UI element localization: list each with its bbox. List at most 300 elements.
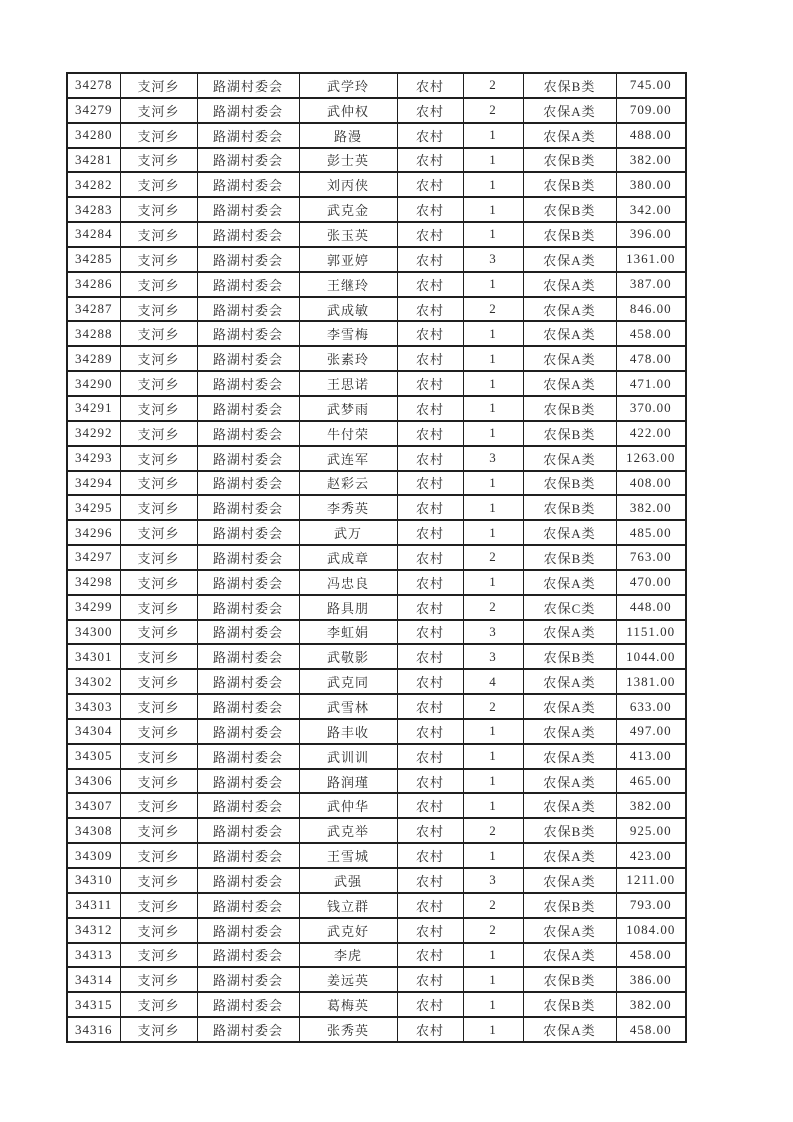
cell-id: 34286 [67,272,120,297]
table-row [67,297,686,322]
cell-village: 路湖村委会 [197,620,299,645]
cell-name: 武连军 [299,446,397,471]
cell-township: 支河乡 [120,992,197,1017]
cell-insurance_type: 农保B类 [523,73,616,98]
cell-person_count: 4 [463,669,523,694]
cell-residence_type: 农村 [397,495,463,520]
table-row [67,545,686,570]
cell-township: 支河乡 [120,694,197,719]
table-row [67,371,686,396]
cell-village: 路湖村委会 [197,868,299,893]
cell-name: 王思诺 [299,371,397,396]
cell-residence_type: 农村 [397,98,463,123]
cell-village: 路湖村委会 [197,247,299,272]
roster-body [67,73,686,1042]
cell-residence_type: 农村 [397,570,463,595]
table-row [67,644,686,669]
table-row [67,868,686,893]
cell-insurance_type: 农保A类 [523,371,616,396]
cell-id: 34290 [67,371,120,396]
cell-amount: 1381.00 [616,669,686,694]
cell-person_count: 1 [463,967,523,992]
cell-name: 钱立群 [299,893,397,918]
cell-village: 路湖村委会 [197,793,299,818]
cell-residence_type: 农村 [397,744,463,769]
cell-person_count: 1 [463,421,523,446]
cell-residence_type: 农村 [397,321,463,346]
cell-id: 34288 [67,321,120,346]
cell-residence_type: 农村 [397,446,463,471]
table-row [67,570,686,595]
cell-residence_type: 农村 [397,719,463,744]
table-row [67,272,686,297]
table-row [67,98,686,123]
table-row [67,222,686,247]
cell-village: 路湖村委会 [197,371,299,396]
cell-person_count: 1 [463,943,523,968]
table-row [67,495,686,520]
cell-amount: 633.00 [616,694,686,719]
cell-village: 路湖村委会 [197,719,299,744]
cell-village: 路湖村委会 [197,297,299,322]
cell-name: 李虹娟 [299,620,397,645]
cell-amount: 497.00 [616,719,686,744]
cell-residence_type: 农村 [397,197,463,222]
cell-residence_type: 农村 [397,769,463,794]
cell-amount: 448.00 [616,595,686,620]
cell-person_count: 2 [463,918,523,943]
cell-township: 支河乡 [120,421,197,446]
cell-person_count: 2 [463,818,523,843]
cell-residence_type: 农村 [397,943,463,968]
cell-village: 路湖村委会 [197,495,299,520]
cell-insurance_type: 农保B类 [523,396,616,421]
cell-insurance_type: 农保B类 [523,495,616,520]
cell-insurance_type: 农保B类 [523,148,616,173]
cell-village: 路湖村委会 [197,918,299,943]
cell-insurance_type: 农保A类 [523,321,616,346]
cell-name: 武强 [299,868,397,893]
cell-person_count: 2 [463,545,523,570]
table-row [67,595,686,620]
table-row [67,172,686,197]
cell-name: 李雪梅 [299,321,397,346]
cell-township: 支河乡 [120,123,197,148]
cell-residence_type: 农村 [397,918,463,943]
cell-township: 支河乡 [120,570,197,595]
cell-village: 路湖村委会 [197,222,299,247]
cell-person_count: 1 [463,321,523,346]
cell-id: 34312 [67,918,120,943]
table-row [67,694,686,719]
cell-id: 34307 [67,793,120,818]
cell-township: 支河乡 [120,719,197,744]
cell-residence_type: 农村 [397,595,463,620]
cell-village: 路湖村委会 [197,172,299,197]
cell-township: 支河乡 [120,346,197,371]
cell-name: 王雪城 [299,843,397,868]
cell-person_count: 2 [463,73,523,98]
cell-name: 彭士英 [299,148,397,173]
cell-name: 武万 [299,520,397,545]
cell-township: 支河乡 [120,222,197,247]
cell-village: 路湖村委会 [197,446,299,471]
cell-name: 武仲华 [299,793,397,818]
cell-id: 34282 [67,172,120,197]
cell-amount: 488.00 [616,123,686,148]
cell-name: 张秀英 [299,1017,397,1042]
table-row [67,744,686,769]
cell-person_count: 3 [463,868,523,893]
cell-residence_type: 农村 [397,148,463,173]
cell-village: 路湖村委会 [197,943,299,968]
cell-village: 路湖村委会 [197,744,299,769]
cell-name: 路漫 [299,123,397,148]
cell-insurance_type: 农保A类 [523,520,616,545]
cell-township: 支河乡 [120,769,197,794]
cell-insurance_type: 农保A类 [523,793,616,818]
cell-person_count: 2 [463,595,523,620]
cell-insurance_type: 农保B类 [523,545,616,570]
cell-person_count: 1 [463,992,523,1017]
cell-person_count: 1 [463,346,523,371]
cell-township: 支河乡 [120,321,197,346]
cell-amount: 1361.00 [616,247,686,272]
cell-amount: 709.00 [616,98,686,123]
cell-person_count: 1 [463,123,523,148]
cell-residence_type: 农村 [397,818,463,843]
cell-id: 34302 [67,669,120,694]
cell-amount: 382.00 [616,992,686,1017]
cell-residence_type: 农村 [397,843,463,868]
cell-village: 路湖村委会 [197,818,299,843]
cell-amount: 380.00 [616,172,686,197]
cell-residence_type: 农村 [397,222,463,247]
cell-village: 路湖村委会 [197,421,299,446]
cell-township: 支河乡 [120,545,197,570]
cell-name: 葛梅英 [299,992,397,1017]
cell-residence_type: 农村 [397,992,463,1017]
cell-insurance_type: 农保B类 [523,644,616,669]
cell-id: 34316 [67,1017,120,1042]
cell-name: 姜远英 [299,967,397,992]
cell-id: 34315 [67,992,120,1017]
cell-village: 路湖村委会 [197,272,299,297]
cell-township: 支河乡 [120,620,197,645]
cell-name: 冯忠良 [299,570,397,595]
cell-village: 路湖村委会 [197,893,299,918]
cell-township: 支河乡 [120,918,197,943]
cell-amount: 413.00 [616,744,686,769]
cell-id: 34292 [67,421,120,446]
cell-amount: 478.00 [616,346,686,371]
cell-id: 34295 [67,495,120,520]
cell-township: 支河乡 [120,446,197,471]
cell-amount: 370.00 [616,396,686,421]
cell-id: 34301 [67,644,120,669]
cell-insurance_type: 农保A类 [523,272,616,297]
cell-township: 支河乡 [120,644,197,669]
cell-residence_type: 农村 [397,893,463,918]
cell-person_count: 1 [463,570,523,595]
cell-person_count: 1 [463,495,523,520]
cell-village: 路湖村委会 [197,644,299,669]
cell-name: 武训训 [299,744,397,769]
cell-insurance_type: 农保A类 [523,943,616,968]
cell-township: 支河乡 [120,172,197,197]
cell-id: 34287 [67,297,120,322]
cell-insurance_type: 农保A类 [523,98,616,123]
cell-name: 武仲权 [299,98,397,123]
table-row [67,719,686,744]
cell-name: 武学玲 [299,73,397,98]
cell-village: 路湖村委会 [197,123,299,148]
cell-person_count: 1 [463,471,523,496]
cell-id: 34279 [67,98,120,123]
cell-township: 支河乡 [120,148,197,173]
cell-id: 34278 [67,73,120,98]
cell-township: 支河乡 [120,967,197,992]
table-row [67,247,686,272]
cell-residence_type: 农村 [397,967,463,992]
cell-village: 路湖村委会 [197,98,299,123]
table-row [67,669,686,694]
cell-amount: 925.00 [616,818,686,843]
cell-name: 李秀英 [299,495,397,520]
cell-village: 路湖村委会 [197,992,299,1017]
table-row [67,918,686,943]
cell-township: 支河乡 [120,73,197,98]
cell-insurance_type: 农保B类 [523,471,616,496]
cell-residence_type: 农村 [397,471,463,496]
cell-township: 支河乡 [120,818,197,843]
cell-person_count: 1 [463,843,523,868]
table-row [67,992,686,1017]
cell-name: 武雪林 [299,694,397,719]
table-row [67,396,686,421]
cell-township: 支河乡 [120,371,197,396]
cell-id: 34284 [67,222,120,247]
cell-township: 支河乡 [120,893,197,918]
cell-insurance_type: 农保B类 [523,421,616,446]
cell-township: 支河乡 [120,495,197,520]
cell-residence_type: 农村 [397,669,463,694]
cell-insurance_type: 农保A类 [523,669,616,694]
cell-residence_type: 农村 [397,346,463,371]
cell-id: 34280 [67,123,120,148]
cell-insurance_type: 农保A类 [523,247,616,272]
cell-insurance_type: 农保B类 [523,893,616,918]
cell-id: 34313 [67,943,120,968]
cell-residence_type: 农村 [397,694,463,719]
cell-id: 34300 [67,620,120,645]
cell-residence_type: 农村 [397,620,463,645]
cell-id: 34299 [67,595,120,620]
cell-insurance_type: 农保B类 [523,222,616,247]
cell-amount: 422.00 [616,421,686,446]
cell-insurance_type: 农保A类 [523,769,616,794]
cell-name: 路润瑾 [299,769,397,794]
cell-name: 张素玲 [299,346,397,371]
cell-name: 张玉英 [299,222,397,247]
cell-amount: 396.00 [616,222,686,247]
cell-village: 路湖村委会 [197,545,299,570]
cell-person_count: 1 [463,222,523,247]
cell-id: 34297 [67,545,120,570]
cell-name: 武克好 [299,918,397,943]
table-row [67,520,686,545]
cell-name: 王继玲 [299,272,397,297]
cell-person_count: 2 [463,694,523,719]
cell-amount: 470.00 [616,570,686,595]
cell-insurance_type: 农保A类 [523,123,616,148]
cell-person_count: 2 [463,893,523,918]
cell-amount: 387.00 [616,272,686,297]
cell-township: 支河乡 [120,197,197,222]
table-row [67,321,686,346]
cell-amount: 1044.00 [616,644,686,669]
table-row [67,843,686,868]
cell-amount: 386.00 [616,967,686,992]
cell-name: 武克同 [299,669,397,694]
cell-amount: 763.00 [616,545,686,570]
cell-name: 武成章 [299,545,397,570]
cell-person_count: 1 [463,793,523,818]
cell-name: 武成敏 [299,297,397,322]
cell-residence_type: 农村 [397,545,463,570]
cell-amount: 745.00 [616,73,686,98]
cell-name: 牛付荣 [299,421,397,446]
cell-id: 34303 [67,694,120,719]
cell-amount: 793.00 [616,893,686,918]
cell-village: 路湖村委会 [197,148,299,173]
cell-id: 34283 [67,197,120,222]
cell-insurance_type: 农保A类 [523,446,616,471]
table-row [67,893,686,918]
cell-insurance_type: 农保A类 [523,570,616,595]
table-row [67,818,686,843]
cell-amount: 1211.00 [616,868,686,893]
cell-id: 34308 [67,818,120,843]
cell-township: 支河乡 [120,1017,197,1042]
cell-insurance_type: 农保A类 [523,1017,616,1042]
cell-name: 武克金 [299,197,397,222]
table-row [67,346,686,371]
cell-name: 郭亚婷 [299,247,397,272]
cell-id: 34314 [67,967,120,992]
cell-village: 路湖村委会 [197,471,299,496]
cell-person_count: 1 [463,148,523,173]
cell-township: 支河乡 [120,247,197,272]
cell-township: 支河乡 [120,272,197,297]
cell-id: 34285 [67,247,120,272]
cell-residence_type: 农村 [397,247,463,272]
cell-id: 34311 [67,893,120,918]
cell-amount: 382.00 [616,495,686,520]
cell-amount: 458.00 [616,943,686,968]
cell-name: 路丰收 [299,719,397,744]
cell-insurance_type: 农保A类 [523,918,616,943]
cell-person_count: 2 [463,98,523,123]
cell-residence_type: 农村 [397,396,463,421]
cell-village: 路湖村委会 [197,843,299,868]
cell-amount: 465.00 [616,769,686,794]
cell-township: 支河乡 [120,98,197,123]
cell-village: 路湖村委会 [197,595,299,620]
cell-amount: 471.00 [616,371,686,396]
cell-id: 34309 [67,843,120,868]
cell-name: 武敬影 [299,644,397,669]
cell-amount: 342.00 [616,197,686,222]
cell-insurance_type: 农保A类 [523,694,616,719]
cell-person_count: 1 [463,520,523,545]
cell-insurance_type: 农保B类 [523,992,616,1017]
table-row [67,769,686,794]
cell-township: 支河乡 [120,943,197,968]
table-row [67,471,686,496]
cell-person_count: 1 [463,744,523,769]
table-row [67,943,686,968]
cell-township: 支河乡 [120,868,197,893]
cell-village: 路湖村委会 [197,73,299,98]
cell-residence_type: 农村 [397,371,463,396]
cell-village: 路湖村委会 [197,346,299,371]
cell-township: 支河乡 [120,744,197,769]
table-row [67,620,686,645]
cell-village: 路湖村委会 [197,967,299,992]
cell-village: 路湖村委会 [197,1017,299,1042]
cell-id: 34306 [67,769,120,794]
cell-person_count: 1 [463,197,523,222]
cell-township: 支河乡 [120,396,197,421]
cell-insurance_type: 农保A类 [523,297,616,322]
cell-amount: 846.00 [616,297,686,322]
table-row [67,967,686,992]
cell-residence_type: 农村 [397,520,463,545]
cell-person_count: 2 [463,297,523,322]
cell-id: 34305 [67,744,120,769]
cell-township: 支河乡 [120,669,197,694]
cell-township: 支河乡 [120,595,197,620]
cell-amount: 458.00 [616,1017,686,1042]
cell-person_count: 1 [463,769,523,794]
table-row [67,197,686,222]
cell-person_count: 1 [463,1017,523,1042]
cell-residence_type: 农村 [397,297,463,322]
cell-residence_type: 农村 [397,172,463,197]
cell-id: 34296 [67,520,120,545]
cell-amount: 1084.00 [616,918,686,943]
cell-residence_type: 农村 [397,644,463,669]
cell-village: 路湖村委会 [197,520,299,545]
cell-amount: 382.00 [616,793,686,818]
cell-person_count: 1 [463,272,523,297]
cell-person_count: 1 [463,371,523,396]
cell-village: 路湖村委会 [197,197,299,222]
table-row [67,123,686,148]
cell-residence_type: 农村 [397,421,463,446]
table-row [67,793,686,818]
cell-amount: 1263.00 [616,446,686,471]
cell-village: 路湖村委会 [197,570,299,595]
pension-roster-table [66,72,687,1043]
table-row [67,1017,686,1042]
cell-insurance_type: 农保A类 [523,843,616,868]
cell-person_count: 3 [463,247,523,272]
cell-insurance_type: 农保A类 [523,346,616,371]
cell-name: 武梦雨 [299,396,397,421]
cell-person_count: 1 [463,719,523,744]
